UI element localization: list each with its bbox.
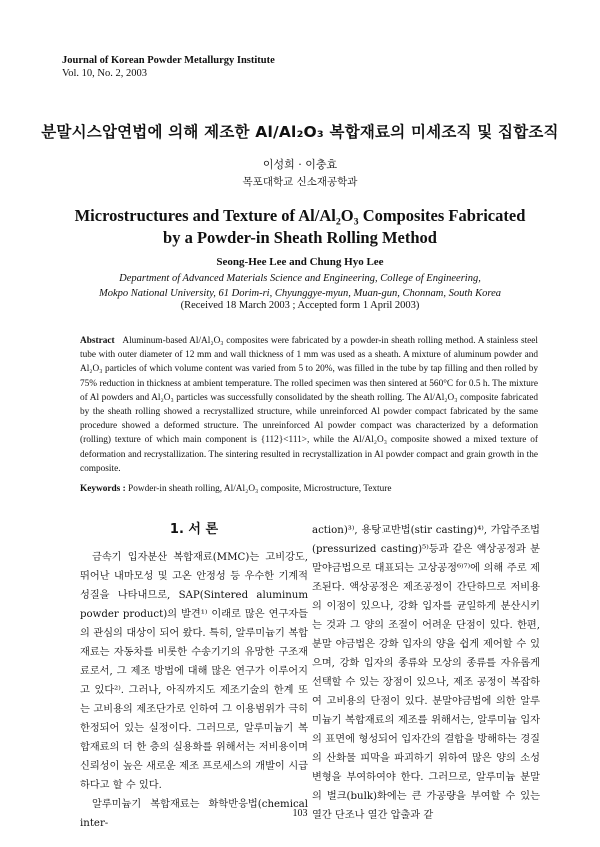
left-column	[80, 520, 308, 833]
intro-paragraph-1: 금속기 입자분산 복합재료(MMC)는 고비강도, 뛰어난 내마모성 및 고온 안정성 등 우수한 기계적 성질을 나타내므로, SAP(Sintered aluminum powder product)의 발견¹⁾ 이래로 많은 연구자들의 관심의 대상이 되어 왔다. 특히, 알루미늄기 복합재료는 자동차를 비롯한 수송기기의 유망한 구조재료로서, 그 제조 방법에 대해 많은 연구가 이루어지고 있다²⁾. 그러나, 아직까지도 제조기술의 한계 또는 고비용의 제조단가로 인하여 그 이용범위가 극히 한정되어 있는 실정이다. 그러므로, 알루미늄기 복합재료의 더 한 층의 실용화를 위해서는 저비용이며 신뢰성이 높은 새로운 제조 프로세스의 개발이 시급하다고 할 수 있다.	[80, 552, 308, 791]
english-affiliation-line2: Mokpo National University, 61 Dorim-ri, Chyunggye-myun, Muan-gun, Chonnam, South Korea	[98, 287, 502, 299]
keywords	[80, 484, 538, 494]
korean-title: 분말시스압연법에 의해 제조한 Al/Al₂O₃ 복합재료의 미세조직 및 집합조직	[41, 123, 559, 141]
english-title-line1: Microstructures and Texture of Al/Al₂O₃ Composites Fabricated	[74, 206, 526, 225]
abstract-label: Abstract	[80, 336, 115, 346]
abstract-text: Aluminum-based Al/Al₂O₃ composites were fabricated by a powder-in sheath rolling method. A stainless steel tube with outer diameter of 12 mm and wall thickness of 1 mm was used as a sheath. A mixture of aluminum powder and Al₂O₃ particles of which volume content was varied from 5 to 20%, was filled in the tube by tap filling and then rolled by 75% reduction in thickness at ambient temperature. The rolled specimen was then sintered at 560°C for 0.5 h. The mixture of Al powders and Al₂O₃ particles was successfully consolidated by the sheath rolling. The Al/Al₂O₃ composite fabricated by the sheath rolling showed a recrystallized structure, while unreinforced Al powder compact fabricated by the same procedure showed a deformed structure. The unreinforced Al powder compact was characterized by a deformation (rolling) texture of which main component is {112}<111>, while the Al/Al₂O₃ composite showed a mixed texture of deformation and recrystallization. The sintering resulted in recrystallization in Al powder compact and grain growth in the composite.	[80, 336, 539, 474]
korean-authors: 이성희 · 이충효	[262, 158, 338, 171]
english-title	[0, 205, 600, 249]
korean-affiliation: 목포대학교 신소재공학과	[242, 176, 358, 188]
english-affiliation	[0, 272, 600, 301]
journal-header	[62, 54, 275, 80]
keywords-label: Keywords :	[80, 484, 126, 494]
keywords-text: Powder-in sheath rolling, Al/Al₂O₃ composite, Microstructure, Texture	[128, 484, 392, 494]
english-affiliation-line1: Department of Advanced Materials Science and Engineering, College of Engineering,	[119, 273, 481, 284]
section-heading: 1. 서 론	[169, 522, 219, 537]
intro-paragraph-2: 알루미늄기 복합재료는 화학반응법(chemical inter-	[80, 799, 308, 829]
english-authors: Seong-Hee Lee and Chung Hyo Lee	[216, 256, 384, 268]
received-date: (Received 18 March 2003 ; Accepted form 1 April 2003)	[180, 300, 420, 311]
journal-volume: Vol. 10, No. 2, 2003	[62, 68, 147, 79]
right-column	[312, 521, 540, 825]
page-number: 103	[292, 808, 308, 819]
intro-paragraph-continued: action)³⁾, 용탕교반법(stir casting)⁴⁾, 가압주조법(pressurized casting)⁵⁾등과 같은 액상공정과 분말야금법으로 대표되는 고상공정⁶⁾⁷⁾에 의해 주로 제조된다. 액상공정은 제조공정이 간단하므로 저비용의 이점이 있으나, 강화 입자를 균일하게 분산시키는 것과 그 양의 조절이 어려운 단점이 있다. 한편, 분말 야금법은 강화 입자의 양을 쉽게 제어할 수 있으며, 강화 입자의 종류와 모상의 종류를 자유롭게 선택할 수 있는 장점이 있으나, 제조 공정이 복잡하여 고비용의 단점이 있다. 분말야금법에 의한 알루미늄기 복합재료의 제조를 위해서는, 알루미늄 입자의 표면에 형성되어 입자간의 결합을 방해하는 경질의 산화물 피막을 파괴하기 위하여 많은 양의 소성변형을 부여하여야 한다. 그러므로, 알루미늄 분말의 벌크(bulk)화에는 큰 가공량을 부여할 수 있는 열간 단조나 열간 압출과 같	[312, 525, 540, 821]
english-title-line2: by a Powder-in Sheath Rolling Method	[163, 228, 437, 247]
journal-name: Journal of Korean Powder Metallurgy Institute	[62, 55, 275, 66]
abstract	[80, 334, 538, 476]
